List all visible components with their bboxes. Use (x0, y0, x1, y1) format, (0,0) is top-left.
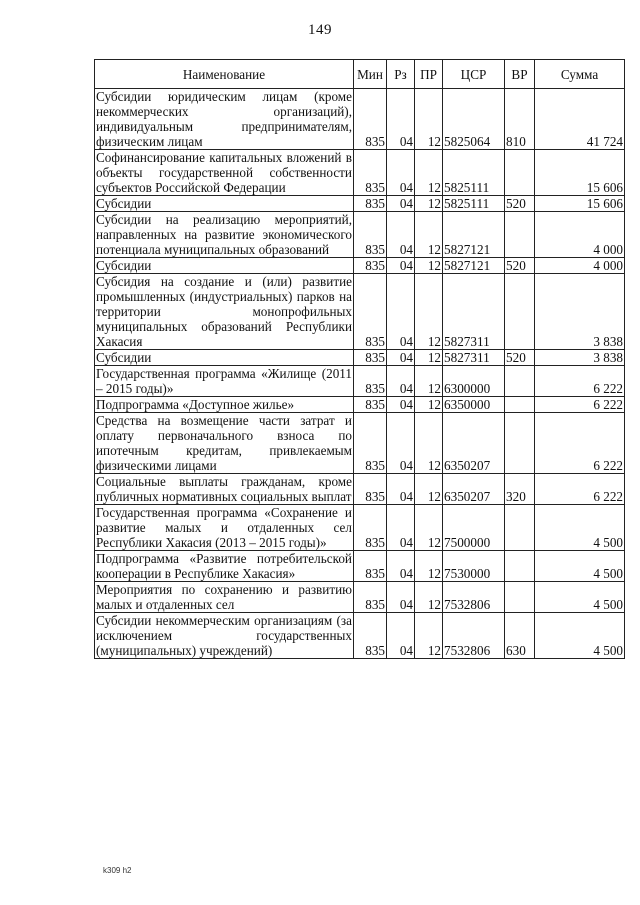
row-csr: 7530000 (443, 551, 505, 582)
row-sum: 3 838 (535, 350, 625, 366)
row-pr: 12 (415, 366, 443, 397)
table-row (95, 505, 625, 551)
row-rz: 04 (387, 413, 415, 474)
row-name: Субсидия на создание и (или) развитие промышленных (индустриальных) парков на территории монопрофильных муниципальных образований Республики Хакасия (96, 274, 352, 349)
row-pr: 12 (415, 613, 443, 659)
row-csr: 5827311 (443, 274, 505, 350)
table-header-row (95, 60, 625, 89)
row-min: 835 (354, 89, 387, 150)
row-csr: 5827311 (443, 350, 505, 366)
row-vr (505, 212, 535, 258)
row-vr: 520 (505, 196, 535, 212)
row-min: 835 (354, 350, 387, 366)
row-csr: 5825111 (443, 150, 505, 196)
row-vr (505, 397, 535, 413)
row-sum: 41 724 (535, 89, 625, 150)
table-row (95, 397, 625, 413)
row-name: Субсидии юридическим лицам (кроме некоммерческих организаций), индивидуальным предпринимателям, физическим лицам (96, 89, 352, 149)
header-min: Мин (354, 60, 387, 89)
table-row (95, 413, 625, 474)
header-vr: ВР (505, 60, 535, 89)
row-sum: 6 222 (535, 366, 625, 397)
row-rz: 04 (387, 397, 415, 413)
row-sum: 4 500 (535, 551, 625, 582)
row-min: 835 (354, 366, 387, 397)
row-pr: 12 (415, 350, 443, 366)
row-vr: 320 (505, 474, 535, 505)
row-name: Государственная программа «Сохранение и развитие малых и отдаленных сел Республики Хакасия (2013 – 2015 годы)» (96, 505, 352, 550)
row-sum: 6 222 (535, 474, 625, 505)
header-csr: ЦСР (443, 60, 505, 89)
row-rz: 04 (387, 212, 415, 258)
row-vr: 810 (505, 89, 535, 150)
row-sum: 4 500 (535, 582, 625, 613)
table-row (95, 582, 625, 613)
row-rz: 04 (387, 613, 415, 659)
row-min: 835 (354, 474, 387, 505)
row-name: Подпрограмма «Доступное жилье» (95, 397, 354, 413)
row-pr: 12 (415, 258, 443, 274)
row-pr: 12 (415, 505, 443, 551)
row-pr: 12 (415, 196, 443, 212)
row-min: 835 (354, 212, 387, 258)
row-sum: 4 500 (535, 505, 625, 551)
row-rz: 04 (387, 274, 415, 350)
row-pr: 12 (415, 89, 443, 150)
row-csr: 6350207 (443, 474, 505, 505)
header-sum: Сумма (535, 60, 625, 89)
row-name: Субсидии (95, 196, 354, 212)
row-vr (505, 150, 535, 196)
row-rz: 04 (387, 551, 415, 582)
row-pr: 12 (415, 274, 443, 350)
row-name: Мероприятия по сохранению и развитию малых и отдаленных сел (96, 582, 352, 612)
table-row (95, 274, 625, 350)
row-pr: 12 (415, 397, 443, 413)
row-name: Государственная программа «Жилище (2011 – 2015 годы)» (96, 366, 352, 396)
row-sum: 6 222 (535, 397, 625, 413)
header-pr: ПР (415, 60, 443, 89)
row-csr: 5825064 (443, 89, 505, 150)
row-vr (505, 582, 535, 613)
row-min: 835 (354, 505, 387, 551)
row-sum: 4 000 (535, 212, 625, 258)
header-name: Наименование (95, 60, 354, 89)
table-row (95, 196, 625, 212)
row-pr: 12 (415, 212, 443, 258)
row-rz: 04 (387, 474, 415, 505)
row-pr: 12 (415, 551, 443, 582)
row-sum: 4 500 (535, 613, 625, 659)
row-vr (505, 505, 535, 551)
row-csr: 5827121 (443, 212, 505, 258)
row-rz: 04 (387, 366, 415, 397)
row-min: 835 (354, 613, 387, 659)
row-vr (505, 366, 535, 397)
row-sum: 3 838 (535, 274, 625, 350)
row-min: 835 (354, 196, 387, 212)
table-row (95, 551, 625, 582)
row-vr: 630 (505, 613, 535, 659)
row-name: Социальные выплаты гражданам, кроме публичных нормативных социальных выплат (96, 474, 352, 504)
row-min: 835 (354, 551, 387, 582)
row-min: 835 (354, 274, 387, 350)
row-pr: 12 (415, 582, 443, 613)
table-row (95, 474, 625, 505)
row-pr: 12 (415, 474, 443, 505)
table-row (95, 89, 625, 150)
row-name: Субсидии (95, 350, 354, 366)
row-min: 835 (354, 258, 387, 274)
table-row (95, 150, 625, 196)
row-csr: 5825111 (443, 196, 505, 212)
row-name: Подпрограмма «Развитие потребительской кооперации в Республике Хакасия» (96, 551, 352, 581)
row-min: 835 (354, 413, 387, 474)
row-min: 835 (354, 582, 387, 613)
row-sum: 15 606 (535, 196, 625, 212)
row-sum: 15 606 (535, 150, 625, 196)
page-number: 149 (308, 22, 332, 38)
row-csr: 6300000 (443, 366, 505, 397)
row-name: Средства на возмещение части затрат и оплату первоначального взноса по ипотечным кредитам, привлекаемым физическими лицами (96, 413, 352, 473)
row-rz: 04 (387, 350, 415, 366)
row-sum: 4 000 (535, 258, 625, 274)
row-vr: 520 (505, 350, 535, 366)
row-csr: 7532806 (443, 613, 505, 659)
row-min: 835 (354, 150, 387, 196)
row-min: 835 (354, 397, 387, 413)
row-rz: 04 (387, 150, 415, 196)
row-pr: 12 (415, 413, 443, 474)
row-vr (505, 413, 535, 474)
row-name: Софинансирование капитальных вложений в объекты государственной собственности субъектов Российской Федерации (96, 150, 352, 195)
row-name: Субсидии (95, 258, 354, 274)
budget-table (94, 59, 625, 659)
row-name: Субсидии некоммерческим организациям (за исключением государственных (муниципальных) учреждений) (96, 613, 352, 658)
row-pr: 12 (415, 150, 443, 196)
row-vr: 520 (505, 258, 535, 274)
row-rz: 04 (387, 582, 415, 613)
row-name: Субсидии на реализацию мероприятий, направленных на развитие экономического потенциала муниципальных образований (96, 212, 352, 257)
row-sum: 6 222 (535, 413, 625, 474)
header-rz: Рз (387, 60, 415, 89)
row-vr (505, 274, 535, 350)
row-rz: 04 (387, 196, 415, 212)
table-row (95, 366, 625, 397)
row-csr: 7532806 (443, 582, 505, 613)
table-row (95, 258, 625, 274)
row-rz: 04 (387, 89, 415, 150)
row-rz: 04 (387, 258, 415, 274)
table-row (95, 613, 625, 659)
table-row (95, 212, 625, 258)
row-csr: 6350000 (443, 397, 505, 413)
row-csr: 6350207 (443, 413, 505, 474)
footer-code: k309 h2 (103, 866, 132, 875)
row-vr (505, 551, 535, 582)
row-rz: 04 (387, 505, 415, 551)
row-csr: 7500000 (443, 505, 505, 551)
row-csr: 5827121 (443, 258, 505, 274)
table-row (95, 350, 625, 366)
